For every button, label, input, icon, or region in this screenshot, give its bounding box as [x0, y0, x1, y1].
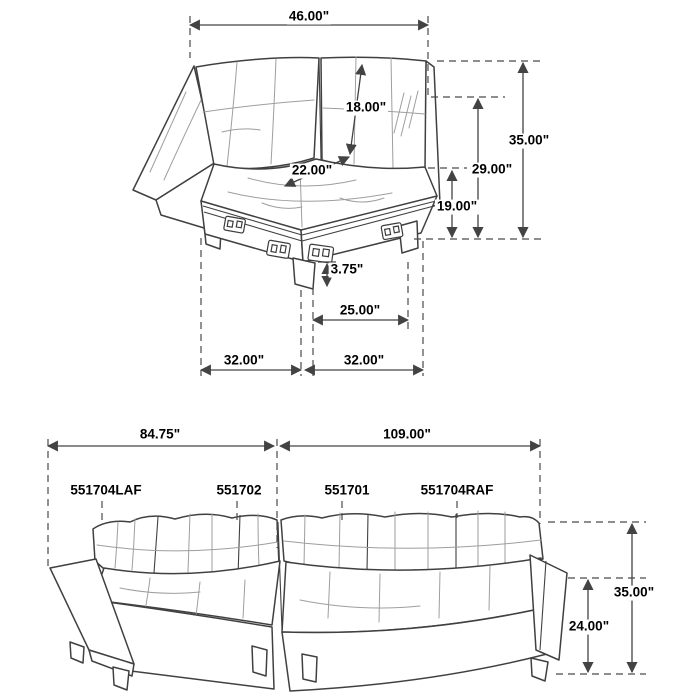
dim-back-cushion-label: 18.00" — [345, 99, 387, 115]
dim-seat-depth-label: 22.00" — [291, 162, 333, 178]
part-sku-laf-label: 551704LAF — [70, 482, 142, 498]
dim-seat-height-label: 19.00" — [436, 198, 478, 214]
dim-left-length-label: 84.75" — [139, 426, 181, 442]
connector-bracket — [266, 240, 290, 259]
dim-sectional-height-label: 35.00" — [613, 584, 655, 600]
dim-leg-height-label: 3.75" — [330, 261, 364, 277]
dim-right-half-label: 32.00" — [343, 352, 385, 368]
corner-unit-drawing — [133, 57, 440, 289]
sectional-drawing — [50, 511, 567, 691]
connector-bracket — [224, 216, 246, 233]
dim-arm-height-label: 24.00" — [568, 618, 610, 634]
dim-left-half-label: 32.00" — [223, 352, 265, 368]
dim-inner-width-label: 25.00" — [339, 302, 381, 318]
connector-bracket — [381, 223, 403, 240]
part-sku-armless-label: 551702 — [216, 482, 262, 498]
part-sku-corner-label: 551701 — [324, 482, 370, 498]
dim-overall-width-label: 46.00" — [288, 8, 330, 24]
part-sku-raf-label: 551704RAF — [420, 482, 494, 498]
dim-overall-height-label: 35.00" — [508, 132, 550, 148]
connector-bracket — [308, 244, 334, 263]
dim-right-length-label: 109.00" — [383, 426, 431, 442]
dim-back-height-label: 29.00" — [471, 161, 513, 177]
